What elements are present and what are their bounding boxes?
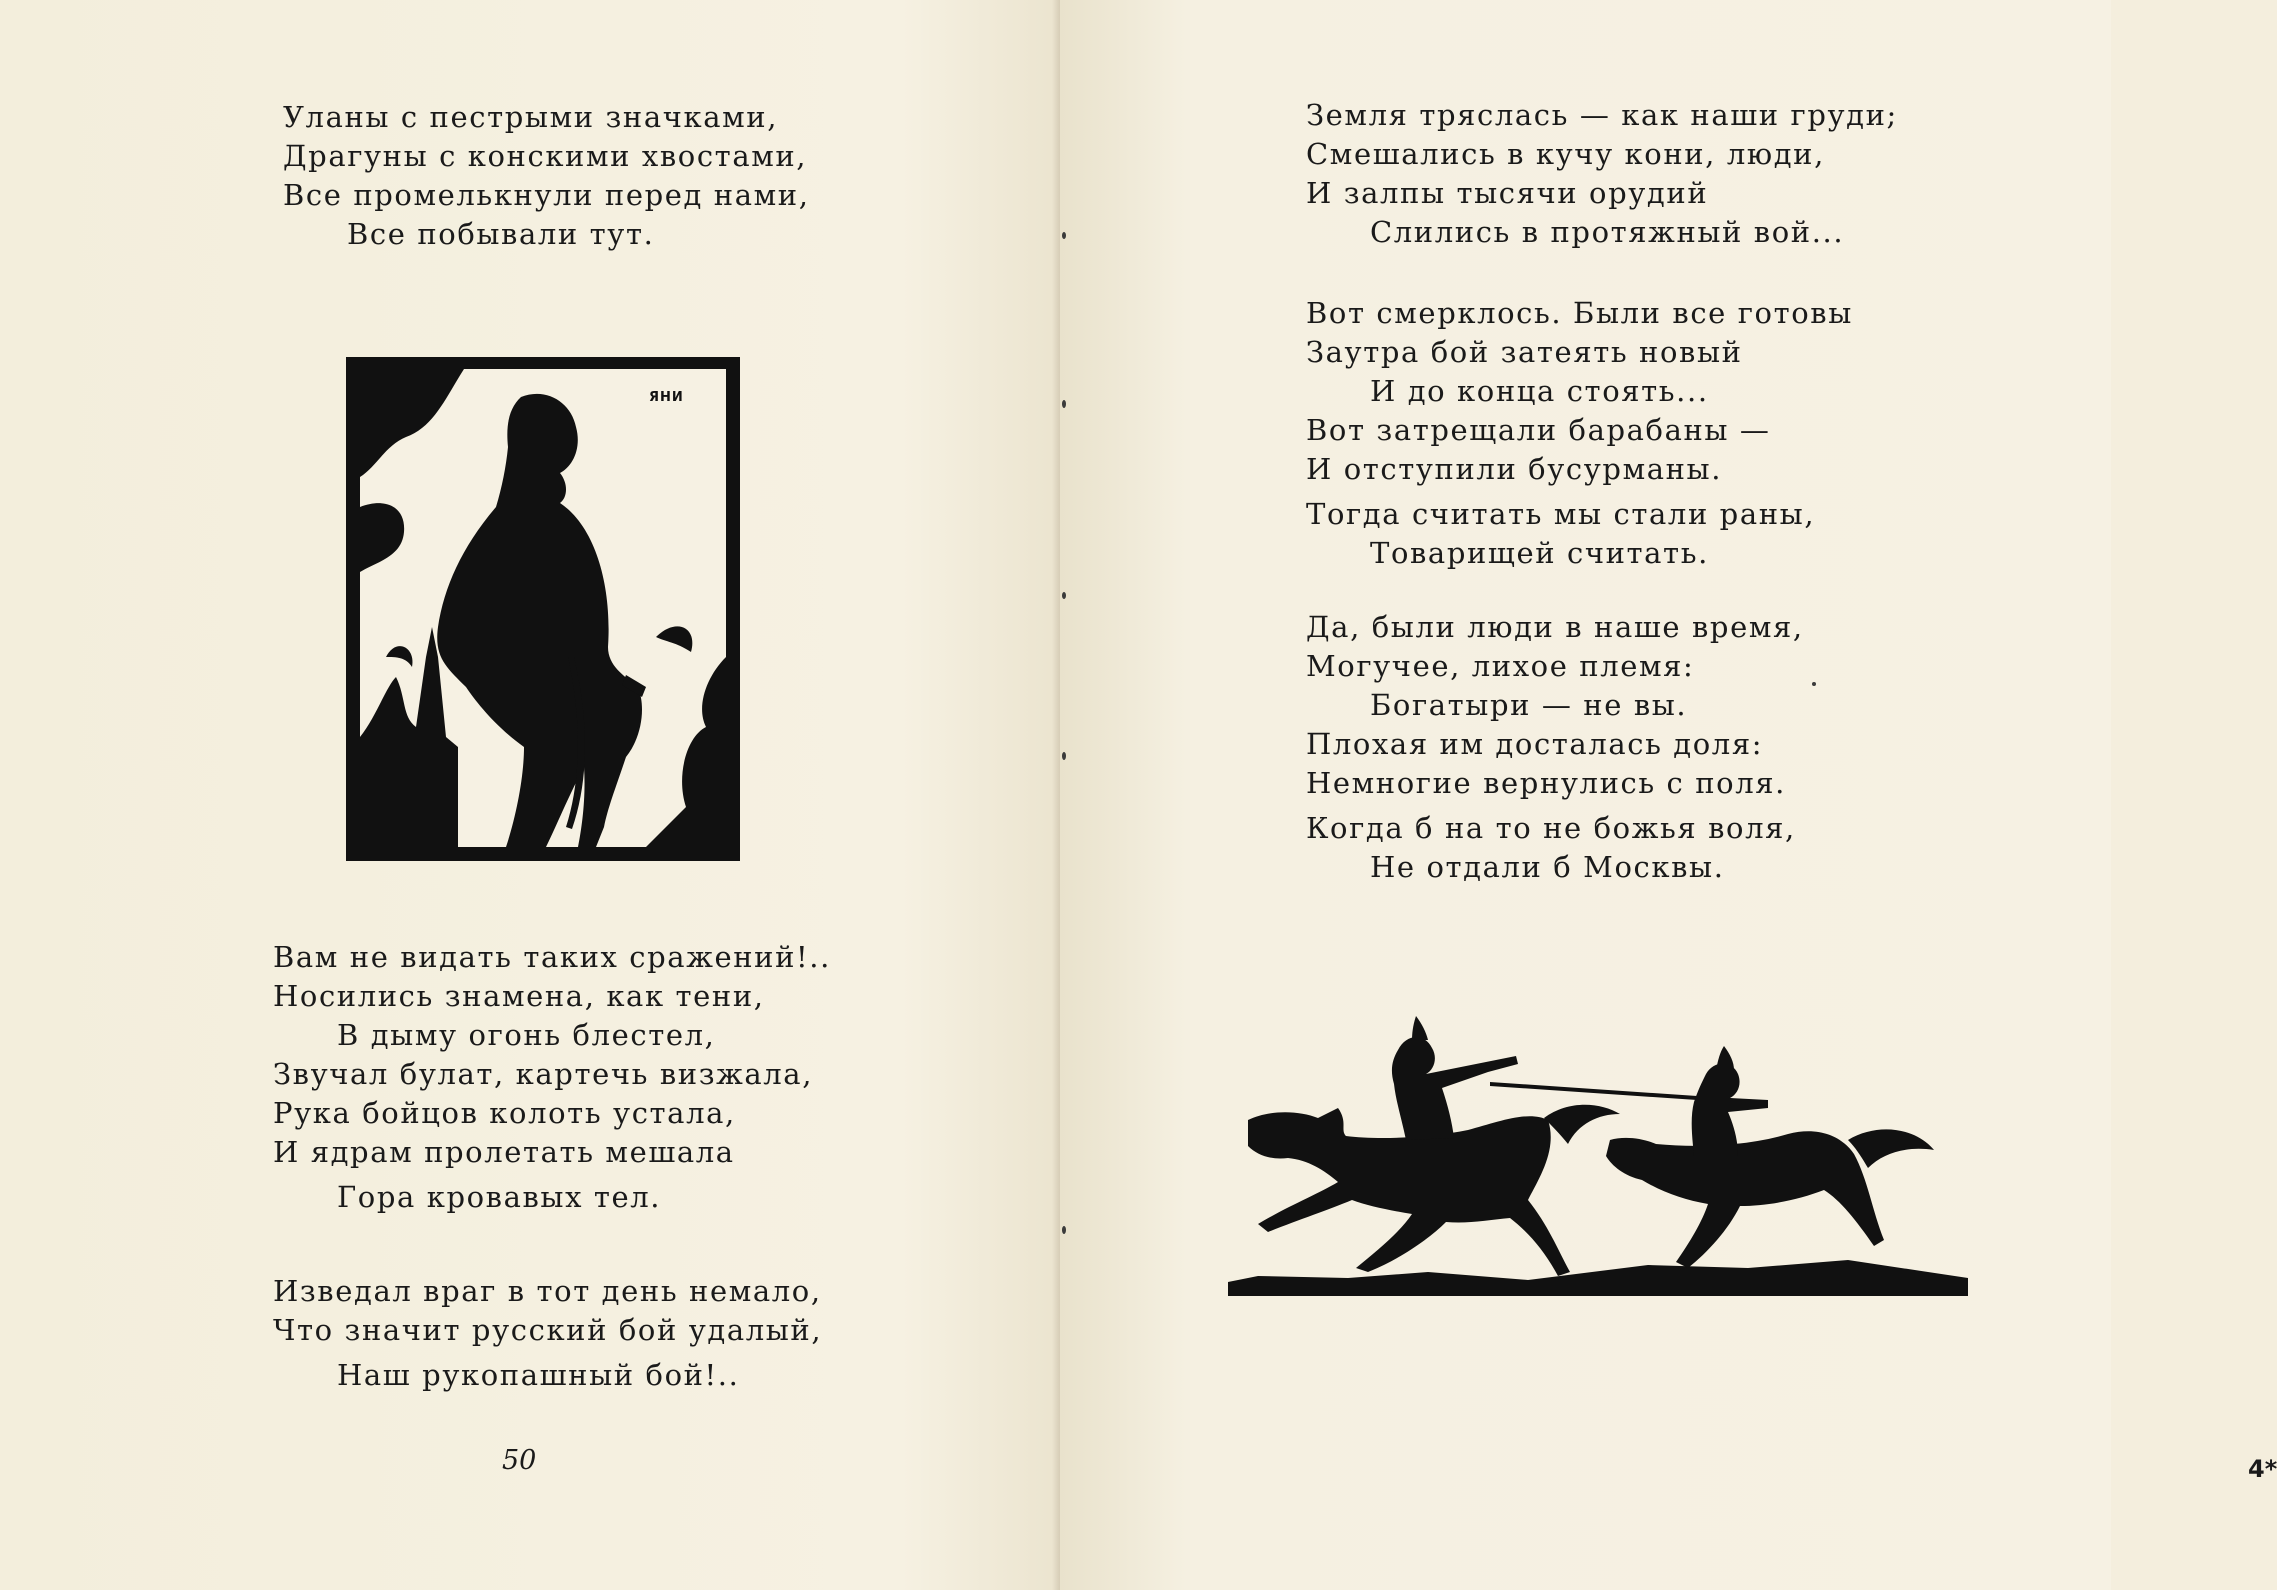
verse-line: Когда б на то не божья воля, [1306, 811, 1796, 845]
soldier-silhouette-illustration [346, 357, 740, 861]
verse-line: Гора кровавых тел. [337, 1180, 662, 1214]
verse-line: Что значит русский бой удалый, [273, 1313, 823, 1347]
verse-line: И залпы тысячи орудий [1306, 176, 1709, 210]
left-page [0, 0, 1060, 1590]
page-number: 50 [502, 1445, 537, 1476]
verse-line: Земля тряслась — как наши груди; [1306, 98, 1898, 132]
verse-line: Не отдали б Москвы. [1370, 850, 1725, 884]
verse-line: Вот затрещали барабаны — [1306, 413, 1771, 447]
verse-line: Могучее, лихое племя: [1306, 649, 1695, 683]
verse-line: Звучал булат, картечь визжала, [273, 1057, 814, 1091]
paper-speck [1062, 752, 1066, 760]
paper-speck [1062, 400, 1066, 408]
verse-line: Изведал враг в тот день немало, [273, 1274, 822, 1308]
paper-speck [1812, 682, 1816, 686]
verse-line: Смешались в кучу кони, люди, [1306, 137, 1825, 171]
right-stanza-3 [1306, 608, 1804, 887]
paper-speck [1062, 592, 1066, 599]
left-stanza-3 [273, 1272, 822, 1395]
verse-line: Драгуны с конскими хвостами, [283, 139, 808, 173]
right-page [1060, 0, 2277, 1590]
verse-line: Вам не видать таких сражений!.. [273, 940, 831, 974]
verse-line: Тогда считать мы стали раны, [1306, 497, 1816, 531]
verse-line: Все побывали тут. [347, 217, 655, 251]
left-stanza-1 [283, 98, 810, 254]
signature-mark: 4* [2248, 1455, 2277, 1483]
verse-line: И до конца стоять... [1370, 374, 1709, 408]
horsemen-silhouette-illustration [1228, 1010, 1968, 1300]
verse-line: Все промелькнули перед нами, [283, 178, 810, 212]
verse-line: Немногие вернулись с поля. [1306, 766, 1786, 800]
verse-line: Уланы с пестрыми значками, [283, 100, 779, 134]
verse-line: Плохая им досталась доля: [1306, 727, 1764, 761]
verse-line: Да, были люди в наше время, [1306, 610, 1804, 644]
verse-line: Заутра бой затеять новый [1306, 335, 1743, 369]
paper-speck [1062, 232, 1066, 239]
verse-line: Носились знамена, как тени, [273, 979, 765, 1013]
left-stanza-2 [273, 938, 831, 1217]
verse-line: Слились в протяжный вой... [1370, 215, 1845, 249]
verse-line: Вот смерклось. Были все готовы [1306, 296, 1853, 330]
right-stanza-2 [1306, 294, 1853, 573]
right-stanza-1 [1306, 96, 1898, 252]
verse-line: В дыму огонь блестел, [337, 1018, 716, 1052]
illustration-monogram: ЯНИ [649, 390, 684, 405]
verse-line: И ядрам пролетать мешала [273, 1135, 735, 1169]
verse-line: Наш рукопашный бой!.. [337, 1358, 740, 1392]
verse-line: Богатыри — не вы. [1370, 688, 1688, 722]
verse-line: И отступили бусурманы. [1306, 452, 1723, 486]
paper-speck [1062, 1226, 1066, 1234]
verse-line: Рука бойцов колоть устала, [273, 1096, 736, 1130]
verse-line: Товарищей считать. [1370, 536, 1709, 570]
